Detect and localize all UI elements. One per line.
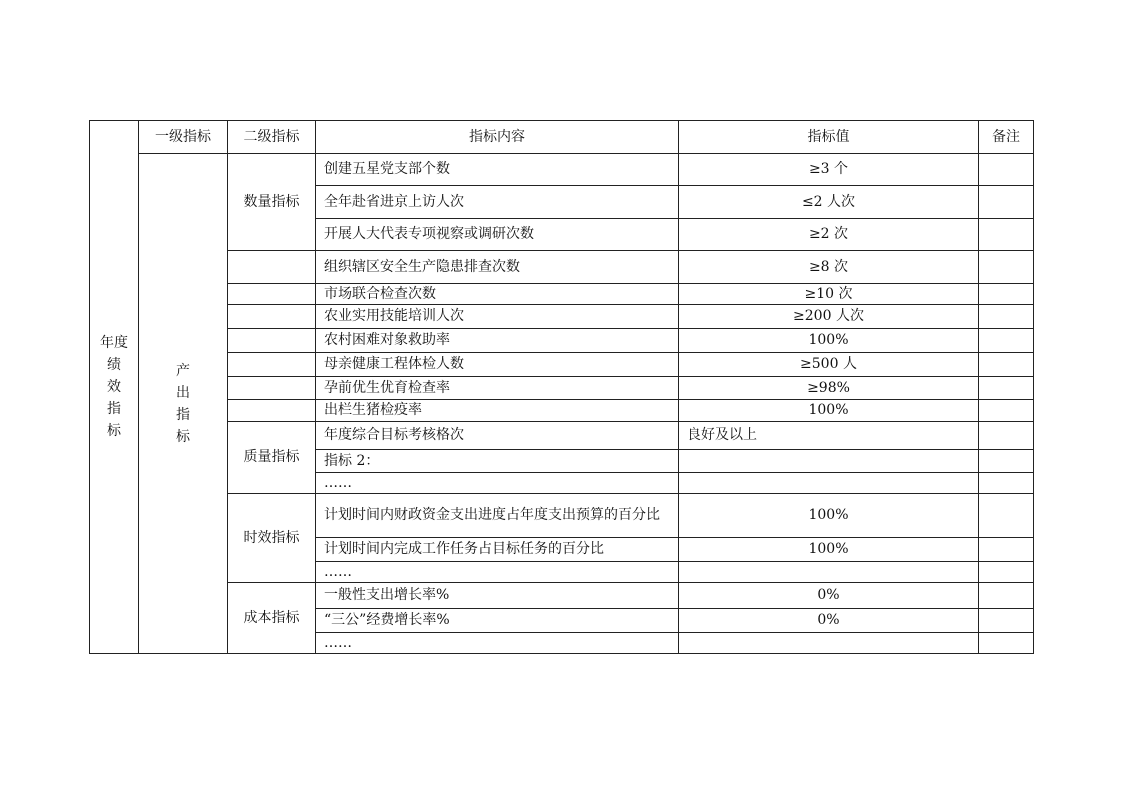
table-row bbox=[90, 583, 1034, 609]
row-content: 创建五星党支部个数 bbox=[316, 154, 679, 186]
row-remark bbox=[979, 353, 1034, 377]
row-value: 100% bbox=[679, 400, 979, 422]
table-row bbox=[90, 305, 1034, 329]
row-value: ≥3 个 bbox=[679, 154, 979, 186]
output-indicator-cell bbox=[139, 154, 228, 654]
row-content: 出栏生猪检疫率 bbox=[316, 400, 679, 422]
row-value: ≥200 人次 bbox=[679, 305, 979, 329]
group-empty bbox=[228, 353, 316, 377]
group-empty bbox=[228, 377, 316, 400]
row-content: …… bbox=[316, 633, 679, 654]
output-label-3: 指 bbox=[176, 406, 190, 423]
row-content: 农业实用技能培训人次 bbox=[316, 305, 679, 329]
table-row bbox=[90, 494, 1034, 538]
row-value: 100% bbox=[679, 494, 979, 538]
group-empty bbox=[228, 251, 316, 284]
group-empty bbox=[228, 284, 316, 305]
row-value bbox=[679, 562, 979, 583]
annual-label-2: 绩 bbox=[107, 357, 121, 373]
row-value: ≥10 次 bbox=[679, 284, 979, 305]
group-quality: 质量指标 bbox=[228, 422, 316, 494]
group-timeliness: 时效指标 bbox=[228, 494, 316, 583]
row-remark bbox=[979, 562, 1034, 583]
group-quantity: 数量指标 bbox=[228, 154, 316, 251]
row-remark bbox=[979, 583, 1034, 609]
group-empty bbox=[228, 400, 316, 422]
row-content: …… bbox=[316, 562, 679, 583]
row-content: 全年赴省进京上访人次 bbox=[316, 186, 679, 219]
row-content: 孕前优生优育检查率 bbox=[316, 377, 679, 400]
row-remark bbox=[979, 450, 1034, 473]
annual-label-4: 指 bbox=[107, 401, 121, 417]
output-label-1: 产 bbox=[176, 362, 190, 379]
group-empty bbox=[228, 329, 316, 353]
table-row bbox=[90, 422, 1034, 450]
header-level1: 一级指标 bbox=[139, 121, 228, 154]
row-content: 指标 2： bbox=[316, 450, 679, 473]
row-remark bbox=[979, 305, 1034, 329]
row-remark bbox=[979, 400, 1034, 422]
group-cost: 成本指标 bbox=[228, 583, 316, 654]
output-label-4: 标 bbox=[176, 428, 190, 445]
row-value: 0% bbox=[679, 583, 979, 609]
header-row bbox=[90, 121, 1034, 154]
row-content: 年度综合目标考核格次 bbox=[316, 422, 679, 450]
header-value: 指标值 bbox=[679, 121, 979, 154]
table-row bbox=[90, 329, 1034, 353]
row-content: 计划时间内完成工作任务占目标任务的百分比 bbox=[316, 538, 679, 562]
header-content: 指标内容 bbox=[316, 121, 679, 154]
row-content: 开展人大代表专项视察或调研次数 bbox=[316, 219, 679, 251]
table-row bbox=[90, 377, 1034, 400]
row-value: 100% bbox=[679, 329, 979, 353]
row-value: ≥8 次 bbox=[679, 251, 979, 284]
row-content: 母亲健康工程体检人数 bbox=[316, 353, 679, 377]
table-row bbox=[90, 251, 1034, 284]
row-value: 良好及以上 bbox=[679, 422, 979, 450]
row-remark bbox=[979, 219, 1034, 251]
row-value: ≥2 次 bbox=[679, 219, 979, 251]
row-value: ≤2 人次 bbox=[679, 186, 979, 219]
table-row bbox=[90, 400, 1034, 422]
header-remark: 备注 bbox=[979, 121, 1034, 154]
row-content: 农村困难对象救助率 bbox=[316, 329, 679, 353]
row-remark bbox=[979, 422, 1034, 450]
row-value: ≥98% bbox=[679, 377, 979, 400]
annual-performance-label-cell bbox=[90, 121, 139, 654]
row-remark bbox=[979, 377, 1034, 400]
table-row bbox=[90, 284, 1034, 305]
row-remark bbox=[979, 251, 1034, 284]
row-remark bbox=[979, 154, 1034, 186]
table-row bbox=[90, 154, 1034, 186]
row-remark bbox=[979, 538, 1034, 562]
header-level2: 二级指标 bbox=[228, 121, 316, 154]
annual-label-1: 年度 bbox=[100, 335, 128, 351]
row-remark bbox=[979, 473, 1034, 494]
row-remark bbox=[979, 609, 1034, 633]
output-label-2: 出 bbox=[176, 384, 190, 401]
performance-indicator-table bbox=[89, 120, 1034, 654]
row-content: …… bbox=[316, 473, 679, 494]
row-remark bbox=[979, 329, 1034, 353]
row-value bbox=[679, 450, 979, 473]
row-value: 100% bbox=[679, 538, 979, 562]
row-value: ≥500 人 bbox=[679, 353, 979, 377]
row-content: 一般性支出增长率% bbox=[316, 583, 679, 609]
row-content: “三公”经费增长率% bbox=[316, 609, 679, 633]
annual-label-3: 效 bbox=[107, 379, 121, 395]
row-remark bbox=[979, 284, 1034, 305]
row-remark bbox=[979, 633, 1034, 654]
row-value bbox=[679, 633, 979, 654]
table-row bbox=[90, 353, 1034, 377]
group-empty bbox=[228, 305, 316, 329]
row-content: 市场联合检查次数 bbox=[316, 284, 679, 305]
row-remark bbox=[979, 494, 1034, 538]
row-remark bbox=[979, 186, 1034, 219]
row-value bbox=[679, 473, 979, 494]
annual-label-5: 标 bbox=[107, 423, 121, 439]
row-content: 计划时间内财政资金支出进度占年度支出预算的百分比 bbox=[316, 494, 679, 538]
row-content: 组织辖区安全生产隐患排查次数 bbox=[316, 251, 679, 284]
row-value: 0% bbox=[679, 609, 979, 633]
